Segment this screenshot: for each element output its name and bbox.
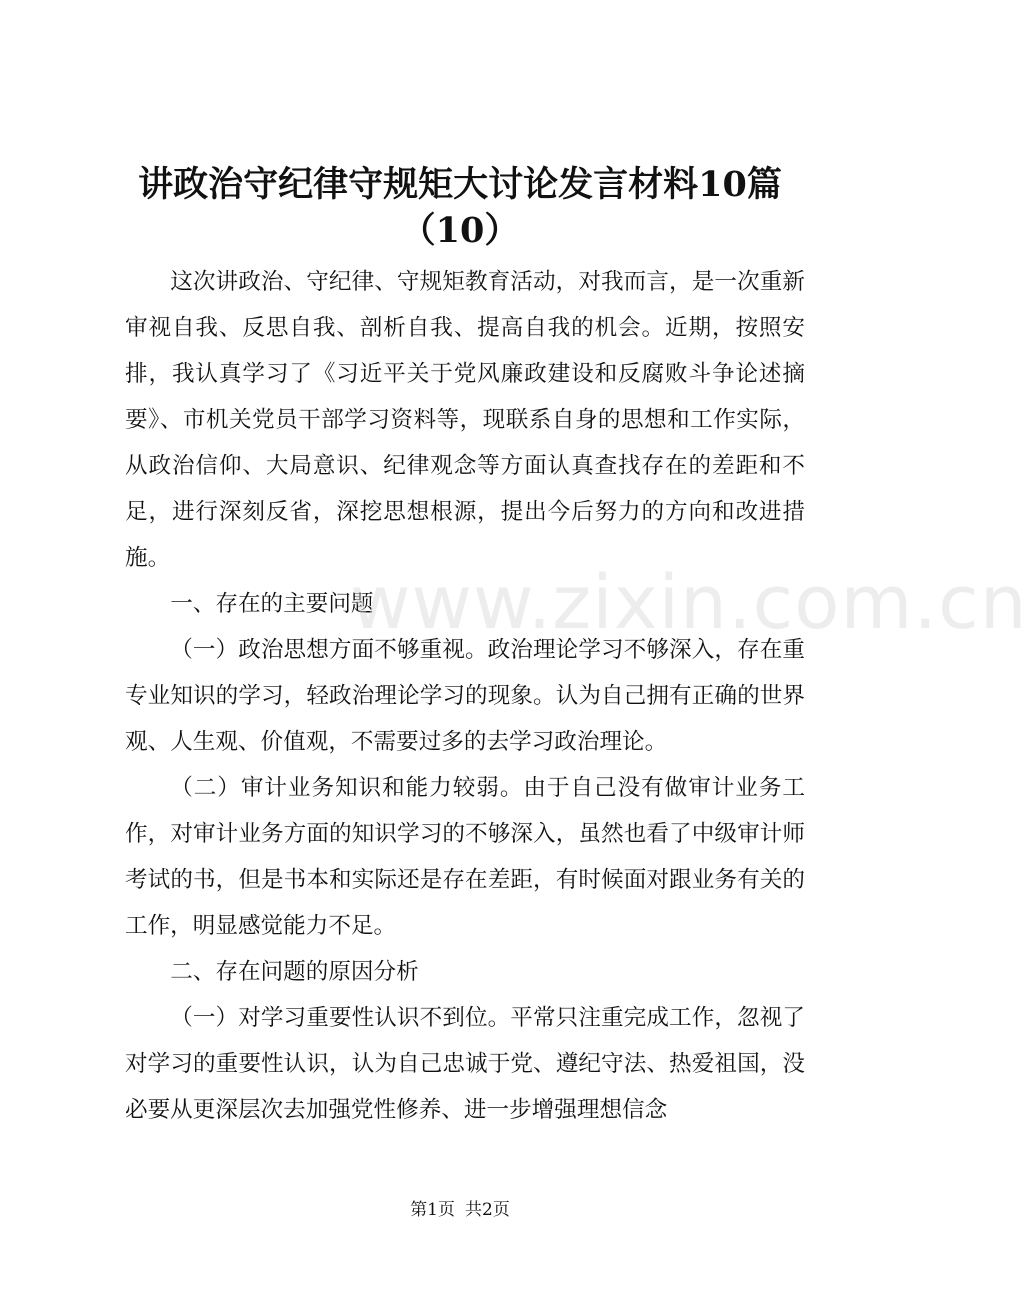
page-number-total: 共2页 [465, 1200, 510, 1220]
paragraph-problem-2: （二）审计业务知识和能力较弱。由于自己没有做审计业务工作，对审计业务方面的知识学习的不够深入，虽然也看了中级审计师考试的书，但是书本和实际还是存在差距，有时候面对跟业务有关的工作，明显感觉能力不足。 [125, 775, 805, 939]
paragraph-intro: 这次讲政治、守纪律、守规矩教育活动，对我而言，是一次重新审视自我、反思自我、剖析自我、提高自我的机会。近期，按照安排，我认真学习了《习近平关于党风廉政建设和反腐败斗争论述摘要》、市机关党员干部学习资料等，现联系自身的思想和工作实际，从政治信仰、大局意识、纪律观念等方面认真查找存在的差距和不足，进行深刻反省，深挖思想根源，提出今后努力的方向和改进措施。 [125, 269, 805, 571]
watermark: www.zixin.com.cn [350, 560, 1028, 646]
section-heading-causes: 二、存在问题的原因分析 [170, 959, 419, 985]
document-title: 讲政治守纪律守规矩大讨论发言材料10篇 [138, 164, 782, 205]
section-heading-problems: 一、存在的主要问题 [170, 591, 374, 617]
document-body [125, 259, 805, 1133]
paragraph-cause-1: （一）对学习重要性认识不到位。平常只注重完成工作，忽视了对学习的重要性认识，认为自己忠诚于党、遵纪守法、热爱祖国，没必要从更深层次去加强党性修养、进一步增强理想信念 [125, 1005, 805, 1123]
page-number-current: 第1页 [410, 1200, 455, 1220]
page-footer [0, 1198, 920, 1222]
document-title-suffix: （10） [400, 210, 520, 251]
paragraph-problem-1: （一）政治思想方面不够重视。政治理论学习不够深入，存在重专业知识的学习，轻政治理论学习的现象。认为自己拥有正确的世界观、人生观、价值观，不需要过多的去学习政治理论。 [125, 637, 805, 755]
